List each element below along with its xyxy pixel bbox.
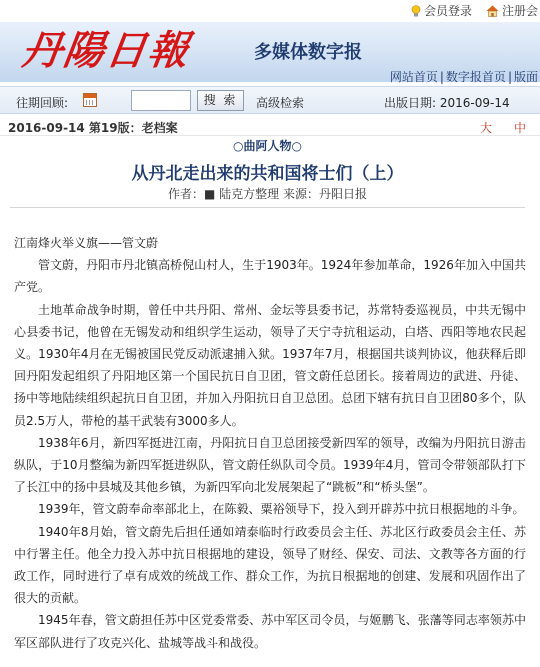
divider <box>10 207 525 208</box>
home-icon <box>486 5 499 17</box>
site-subtitle: 多媒体数字报 <box>254 42 362 63</box>
article-meta: 作者：■ 陆克方整理 来源：丹阳日报 <box>168 187 367 201</box>
article-subheading: 江南烽火举义旗——管文蔚 <box>14 236 159 250</box>
past-issues-label: 往期回顾: <box>16 96 69 110</box>
issue-info: 2016-09-14 第19版：老档案 <box>8 121 178 135</box>
font-medium-button[interactable]: 中 <box>513 121 526 135</box>
nav-site-home[interactable]: 网站首页 <box>389 70 438 84</box>
lightbulb-icon <box>411 5 421 17</box>
register-link[interactable] <box>486 2 540 19</box>
paragraph: 1940年8月始，管文蔚先后担任通如靖泰临时行政委员会主任、苏北区行政委员会主任、苏中行署主任。他全力投入苏中抗日根据地的建设，领导了财经、保安、司法、文教等各方面的行政工作，同时进行了卓有成效的统战工作、群众工作，为抗日根据地的创建、发展和巩固作出了很大的贡献。 <box>14 524 526 606</box>
login-link[interactable] <box>411 2 474 19</box>
publication-date <box>384 94 510 111</box>
register-label: 注册会 <box>501 4 538 18</box>
newspaper-logo[interactable]: 丹陽日報 <box>18 27 194 74</box>
advanced-search-link[interactable]: 高级检索 <box>256 96 305 110</box>
paragraph: 1945年春，管文蔚担任苏中区党委常委、苏中军区司令员，与姬鹏飞、张藩等同志率领苏中军区部队进行了攻克兴化、盐城等战斗和战役。 <box>14 613 526 650</box>
search-button[interactable]: 搜 索 <box>197 90 244 111</box>
nav-layout[interactable]: 版面 <box>513 70 538 84</box>
paragraph: 1938年6月，新四军挺进江南，丹阳抗日自卫总团接受新四军的领导，改编为丹阳抗日游击纵队，于10月整编为新四军挺进纵队，管文蔚任纵队司令员。1939年4月，管司令带领部队打下了长江中的扬中县城及其他乡镇，为新四军向北发展架起了“跳板”和“桥头堡”。 <box>14 435 526 495</box>
account-links <box>411 2 540 19</box>
calendar-icon[interactable] <box>83 93 97 107</box>
paragraph: 管文蔚，丹阳市丹北镇高桥倪山村人，生于1903年。1924年参加革命，1926年加入中国共产党。 <box>14 258 526 295</box>
masthead <box>0 22 540 82</box>
top-nav: 网站首页 | 数字报首页 | 版面 <box>389 70 538 84</box>
issue-bar <box>0 116 540 136</box>
login-label: 会员登录 <box>423 4 472 18</box>
font-large-button[interactable]: 大 <box>479 121 492 135</box>
paragraph: 土地革命战争时期，曾任中共丹阳、常州、金坛等县委书记，苏常特委巡视员，中共无锡中心县委书记，他曾在无锡发动和组织学生运动，领导了天宁寺抗租运动，白塔、西阳等地农民起义。1930年4月在无锡被国民党反动派逮捕入狱。1937年7月，根据国共谈判协议，他获释后即回丹阳发起组织了丹阳地区第一个国民抗日自卫团，管文蔚任总团长。接着周边的武进、丹徒、扬中等地陆续组织起抗日自卫团，并加入丹阳抗日自卫总团。总团下辖有抗日自卫团80多个，队员2.5万人，带枪的基干武装有3000多人。 <box>14 302 526 428</box>
nav-digital-home[interactable]: 数字报首页 <box>445 70 506 84</box>
article-title: 从丹北走出来的共和国将士们（上） <box>131 164 404 184</box>
date-input[interactable] <box>131 90 191 111</box>
pubdate-label: 出版日期: <box>384 96 437 110</box>
pubdate-value: 2016-09-14 <box>439 96 510 110</box>
paragraph: 1939年，管文蔚奉命率部北上，在陈毅、粟裕领导下，投入到开辟苏中抗日根据地的斗争。 <box>38 502 525 517</box>
article-body <box>14 232 526 654</box>
column-name: ○曲阿人物○ <box>233 139 302 153</box>
article-header <box>10 137 525 208</box>
top-strip <box>0 0 540 22</box>
font-size-controls <box>480 119 526 136</box>
search-bar <box>0 86 540 114</box>
